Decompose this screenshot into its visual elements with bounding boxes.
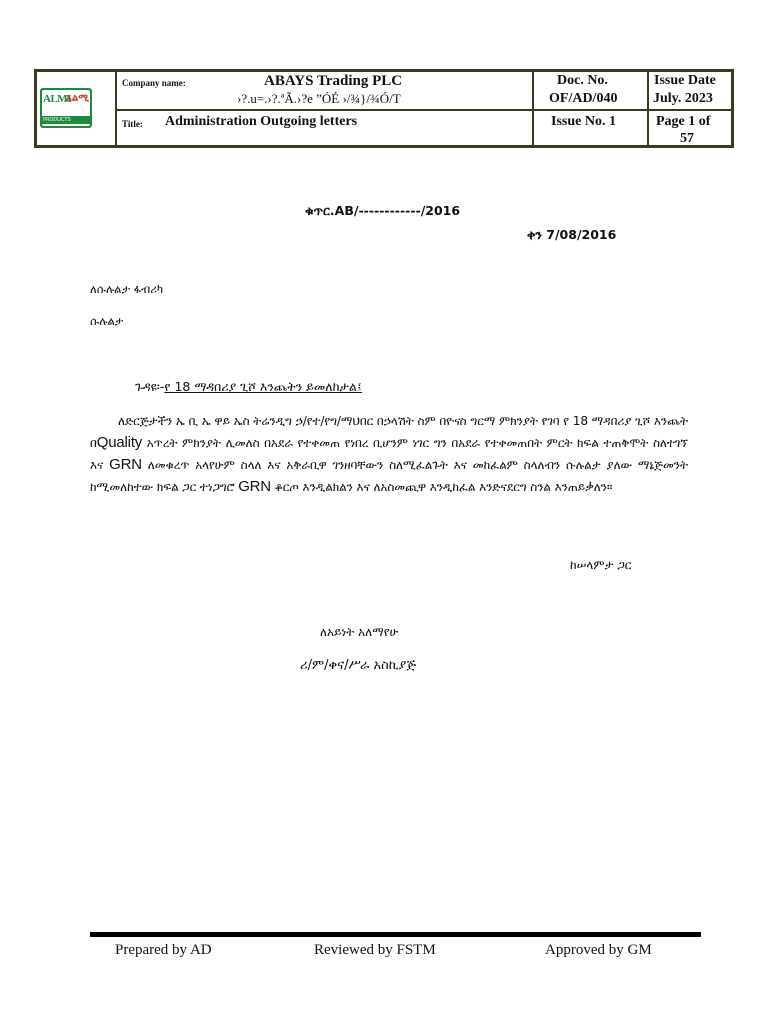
company-name: ABAYS Trading PLC <box>264 73 403 89</box>
footer-rule <box>90 932 701 937</box>
subject-prefix: ጉዳዩ፡- <box>135 379 165 394</box>
header-row-divider <box>117 109 734 111</box>
approved-by: Approved by GM <box>545 942 652 958</box>
document-title: Administration Outgoing letters <box>165 114 358 129</box>
letter-date: ቀን 7/08/2016 <box>527 227 617 242</box>
body-grn-1: GRN <box>109 456 142 473</box>
issue-no: Issue No. 1 <box>551 114 616 129</box>
letter-reference: ቁጥር.AB/------------/2016 <box>305 203 461 218</box>
body-part-2: አጥረት ምክንያት ሊመለስ በአደራ የተቀመጠ የነበረ ቢሆንም ነገር ግን በአደራ የተቀመጠበት ምርት ክፍል ተጠቅሞት ስለተገኘ እና <box>90 436 688 472</box>
closing: ከሠላምታ ጋር <box>570 558 632 572</box>
title-label: Title: <box>122 119 143 129</box>
doc-no-label: Doc. No. <box>557 73 608 88</box>
subject-line <box>135 379 362 395</box>
document-header-table <box>34 69 734 148</box>
body-part-4: ቆርጦ እንዲልክልን እና ለአስመጪዋ እንዲከፈል እንድናደርግ ስንል እንጠይቃለን። <box>270 480 613 494</box>
issue-date: July. 2023 <box>653 91 713 106</box>
company-logo <box>40 88 92 128</box>
company-name-label: Company name: <box>122 78 186 88</box>
body-part-3: ለመቁረጥ አላየሁም ስላለ እና አቅራቢዋ ገንዘባቸውን ስለሚፈልጉት እና መከፈልም ስላለብን ሱሉልታ ያለው ማኔጅመንት ከሚመለከተው ክፍል ጋር ተነጋግሮ <box>90 458 688 494</box>
prepared-by: Prepared by AD <box>115 942 212 958</box>
body-quality: Quality <box>96 434 143 451</box>
doc-no: OF/AD/040 <box>549 91 618 106</box>
recipient: ለሱሉልታ ፋብሪካ <box>90 282 164 296</box>
logo-text: ALMI <box>43 93 71 105</box>
page-number-line1: Page 1 of <box>656 114 711 129</box>
page-number-line2: 57 <box>680 131 694 146</box>
cc-label: ለአይነት አለማየሁ <box>320 625 399 639</box>
reviewed-by: Reviewed by FSTM <box>314 942 436 958</box>
company-name-garbled: ›?.u=.›?.ªÃ.›?e ”ÓÉ ›/¾}/¾Ó/T <box>237 91 401 106</box>
letter-body <box>90 411 688 498</box>
signature-title: ሪ/ም/ቀና/ሥራ አስኪያጅ <box>300 658 417 673</box>
logo-text-amharic: አልሚ <box>66 93 89 104</box>
issue-date-label: Issue Date <box>654 73 716 88</box>
subject-text: የ 18 ማዳበሪያ ጊሾ እንጨትን ይመለከታል፤ <box>164 379 362 394</box>
logo-strip-text: PRODUCTS <box>43 117 71 123</box>
recipient-city: ሱሉልታ <box>90 314 124 328</box>
body-grn-2: GRN <box>238 478 271 495</box>
body-part-1: ለድርጅታችን ኤ ቢ ኤ ዋይ ኤስ ትሬንዲግ ኃ/የተ/የግ/ማህበር በኃላሽት ስም በዮናስ ግርማ ምክንያት የገባ የ 18 ማዳበሪያ ጊሾ እንጨት በ <box>90 414 688 450</box>
